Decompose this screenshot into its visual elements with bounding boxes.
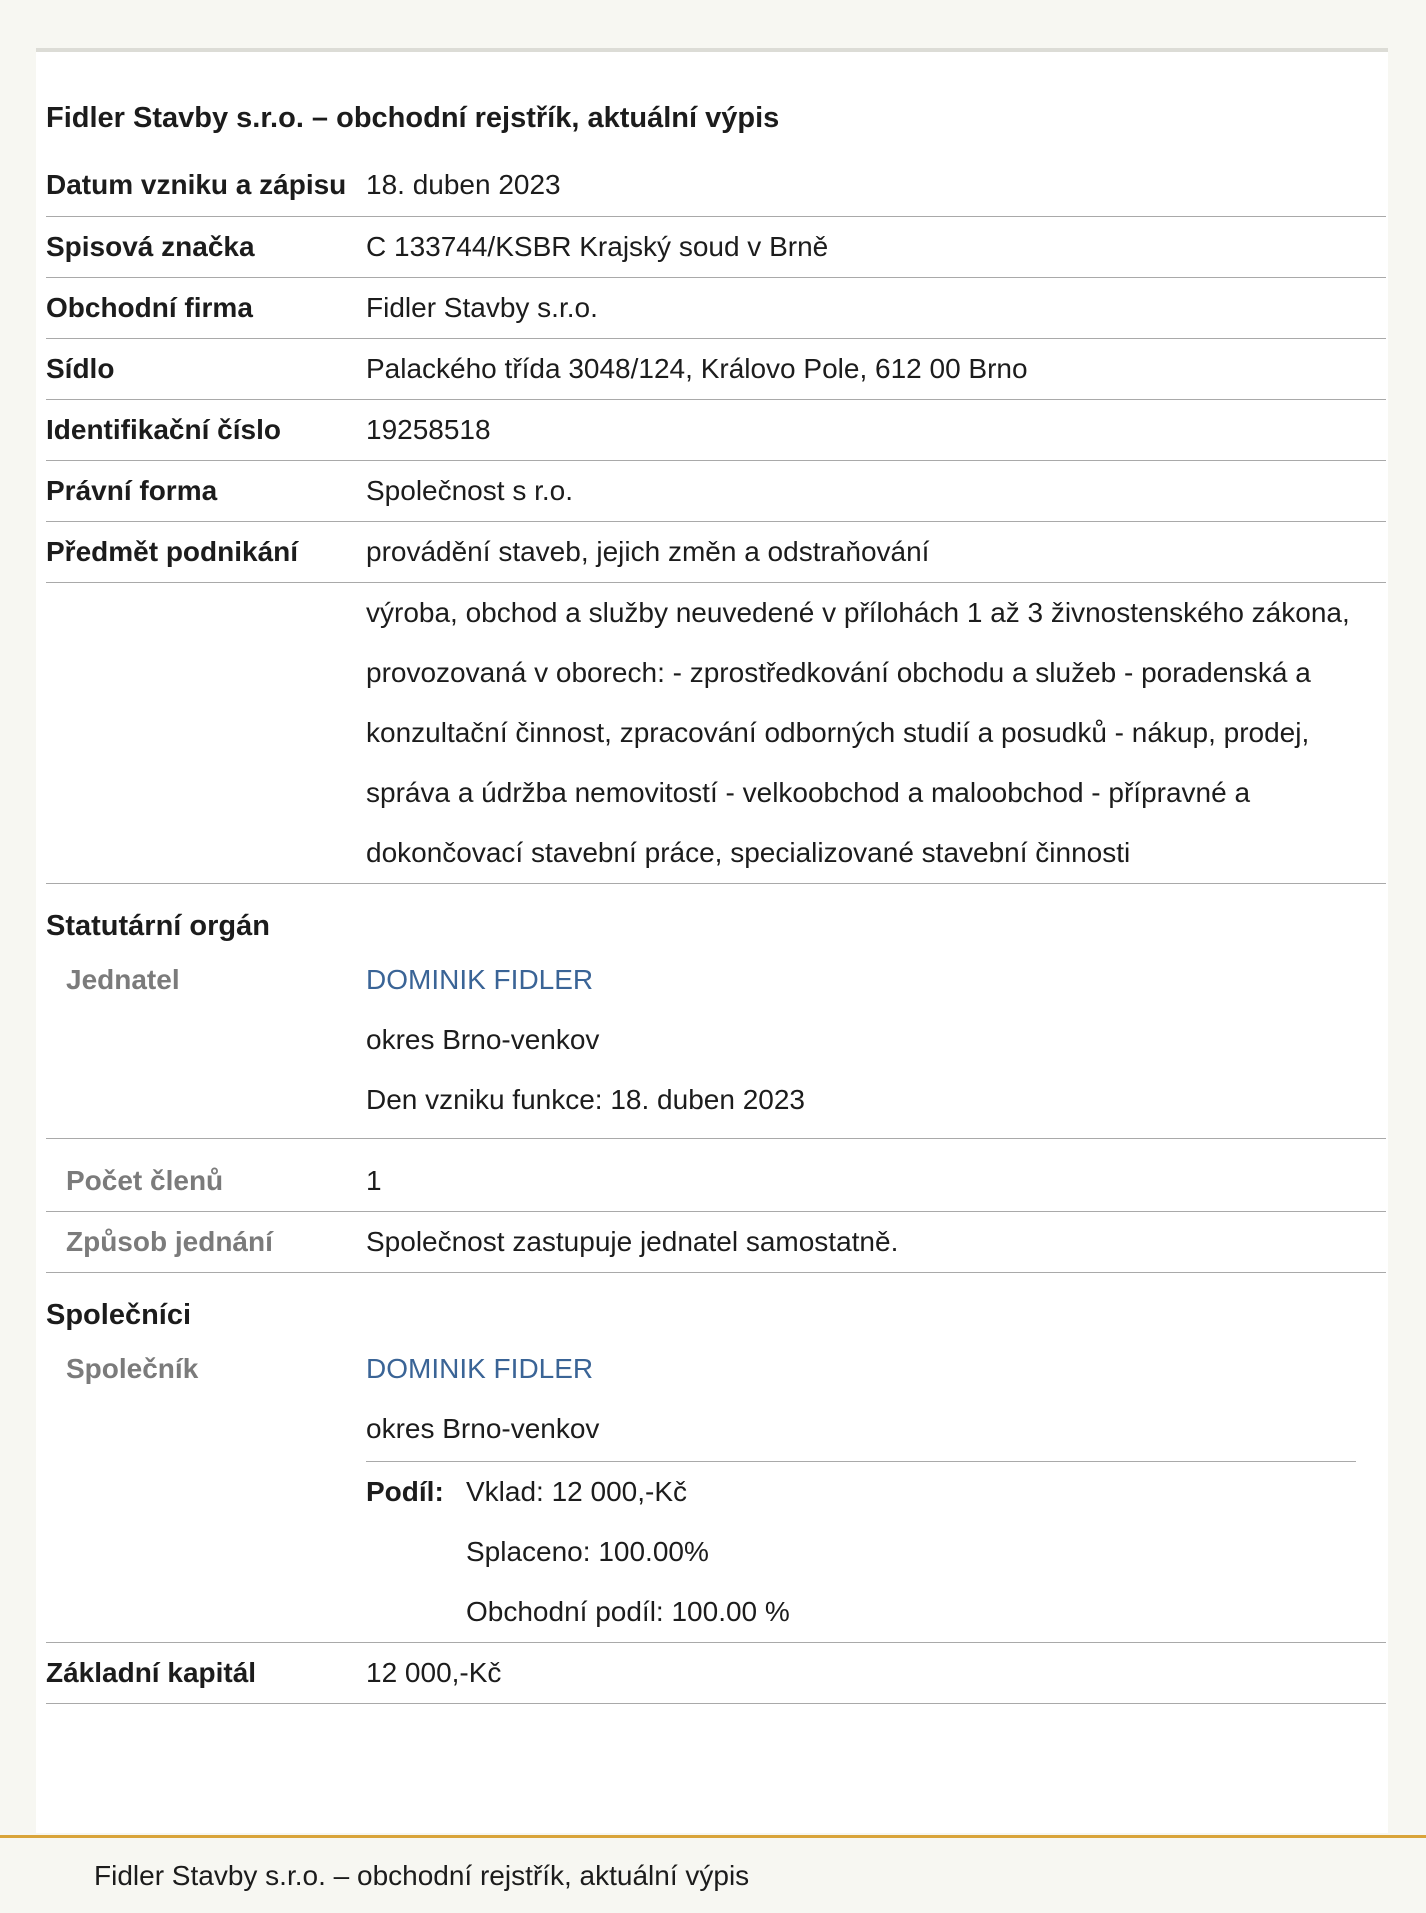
- value-spolecnik: [366, 1339, 1386, 1642]
- label-jednatel: Jednatel: [66, 964, 180, 995]
- label-predmet-podnikani: Předmět podnikání: [46, 536, 299, 567]
- podil-row: [366, 1462, 1356, 1642]
- label-empty: [46, 583, 366, 883]
- label-obchodni-firma: Obchodní firma: [46, 292, 253, 323]
- row-identifikacni-cislo: [46, 400, 1386, 461]
- section-statutarni-organ: Statutární orgán: [46, 910, 270, 942]
- link-spolecnik-name[interactable]: DOMINIK FIDLER: [366, 1353, 594, 1384]
- value-zpusob-jednani: Společnost zastupuje jednatel samostatně.: [366, 1226, 899, 1257]
- label-datum-vzniku: Datum vzniku a zápisu: [46, 169, 347, 200]
- label-spisova-znacka: Spisová značka: [46, 231, 255, 262]
- row-spolecnik: [46, 1339, 1386, 1643]
- value-spisova-znacka: C 133744/KSBR Krajský soud v Brně: [366, 231, 829, 262]
- section-spolecnici: Společníci: [46, 1299, 192, 1331]
- footer-text: Fidler Stavby s.r.o. – obchodní rejstřík, aktuální výpis: [94, 1860, 750, 1891]
- podil-label: Podíl:: [366, 1476, 444, 1507]
- label-pocet-clenu: Počet členů: [66, 1165, 224, 1196]
- value-datum-vzniku: 18. duben 2023: [366, 169, 561, 200]
- label-spolecnik: Společník: [66, 1353, 199, 1384]
- register-content: [46, 98, 1386, 1704]
- row-spisova-znacka: [46, 217, 1386, 278]
- podil-values: [466, 1462, 790, 1642]
- row-zpusob-jednani: [46, 1212, 1386, 1273]
- value-pocet-clenu: 1: [366, 1165, 382, 1196]
- value-pravni-forma: Společnost s r.o.: [366, 475, 574, 506]
- label-zakladni-kapital: Základní kapitál: [46, 1657, 257, 1688]
- label-zpusob-jednani: Způsob jednání: [66, 1226, 273, 1257]
- row-predmet-podnikani: [46, 522, 1386, 583]
- row-sidlo: [46, 339, 1386, 400]
- spolecnik-okres: okres Brno-venkov: [366, 1413, 600, 1444]
- jednatel-den-vzniku: Den vzniku funkce: 18. duben 2023: [366, 1084, 805, 1115]
- podil-vklad: Vklad: 12 000,-Kč: [466, 1476, 688, 1507]
- row-zakladni-kapital: [46, 1643, 1386, 1704]
- footer: [0, 1835, 1426, 1913]
- link-jednatel-name[interactable]: DOMINIK FIDLER: [366, 964, 594, 995]
- row-pravni-forma: [46, 461, 1386, 522]
- jednatel-okres: okres Brno-venkov: [366, 1024, 600, 1055]
- label-sidlo: Sídlo: [46, 353, 115, 384]
- podil-block: [366, 1461, 1356, 1642]
- row-obchodni-firma: [46, 278, 1386, 339]
- podil-splaceno: Splaceno: 100.00%: [466, 1536, 709, 1567]
- podil-obchodni: Obchodní podíl: 100.00 %: [466, 1596, 790, 1627]
- row-predmet-podnikani-2: [46, 583, 1386, 884]
- value-obchodni-firma: Fidler Stavby s.r.o.: [366, 292, 598, 323]
- value-jednatel: [366, 950, 1386, 1138]
- value-sidlo: Palackého třída 3048/124, Královo Pole, 612 00 Brno: [366, 353, 1028, 384]
- row-jednatel: [46, 950, 1386, 1139]
- value-predmet-item-2: výroba, obchod a služby neuvedené v přílohách 1 až 3 živnostenského zákona, provozovaná v oborech: - zprostředkování obchodu a služeb - poradenská a konzultační činnost, zpracování odborných studií a posudků - nákup, prodej, správa a údržba nemovitostí - velkoobchod a maloobchod - přípravné a dokončovací stavební práce, specializované stavební činnosti: [366, 597, 1350, 868]
- row-datum-vzniku: [46, 156, 1386, 217]
- page-title: Fidler Stavby s.r.o. – obchodní rejstřík, aktuální výpis: [46, 102, 780, 134]
- register-card: [36, 48, 1388, 1833]
- label-identifikacni-cislo: Identifikační číslo: [46, 414, 281, 445]
- value-identifikacni-cislo: 19258518: [366, 414, 491, 445]
- label-pravni-forma: Právní forma: [46, 475, 218, 506]
- row-pocet-clenu: [46, 1139, 1386, 1212]
- value-zakladni-kapital: 12 000,-Kč: [366, 1657, 502, 1688]
- value-predmet-item-1: provádění staveb, jejich změn a odstraňování: [366, 536, 930, 567]
